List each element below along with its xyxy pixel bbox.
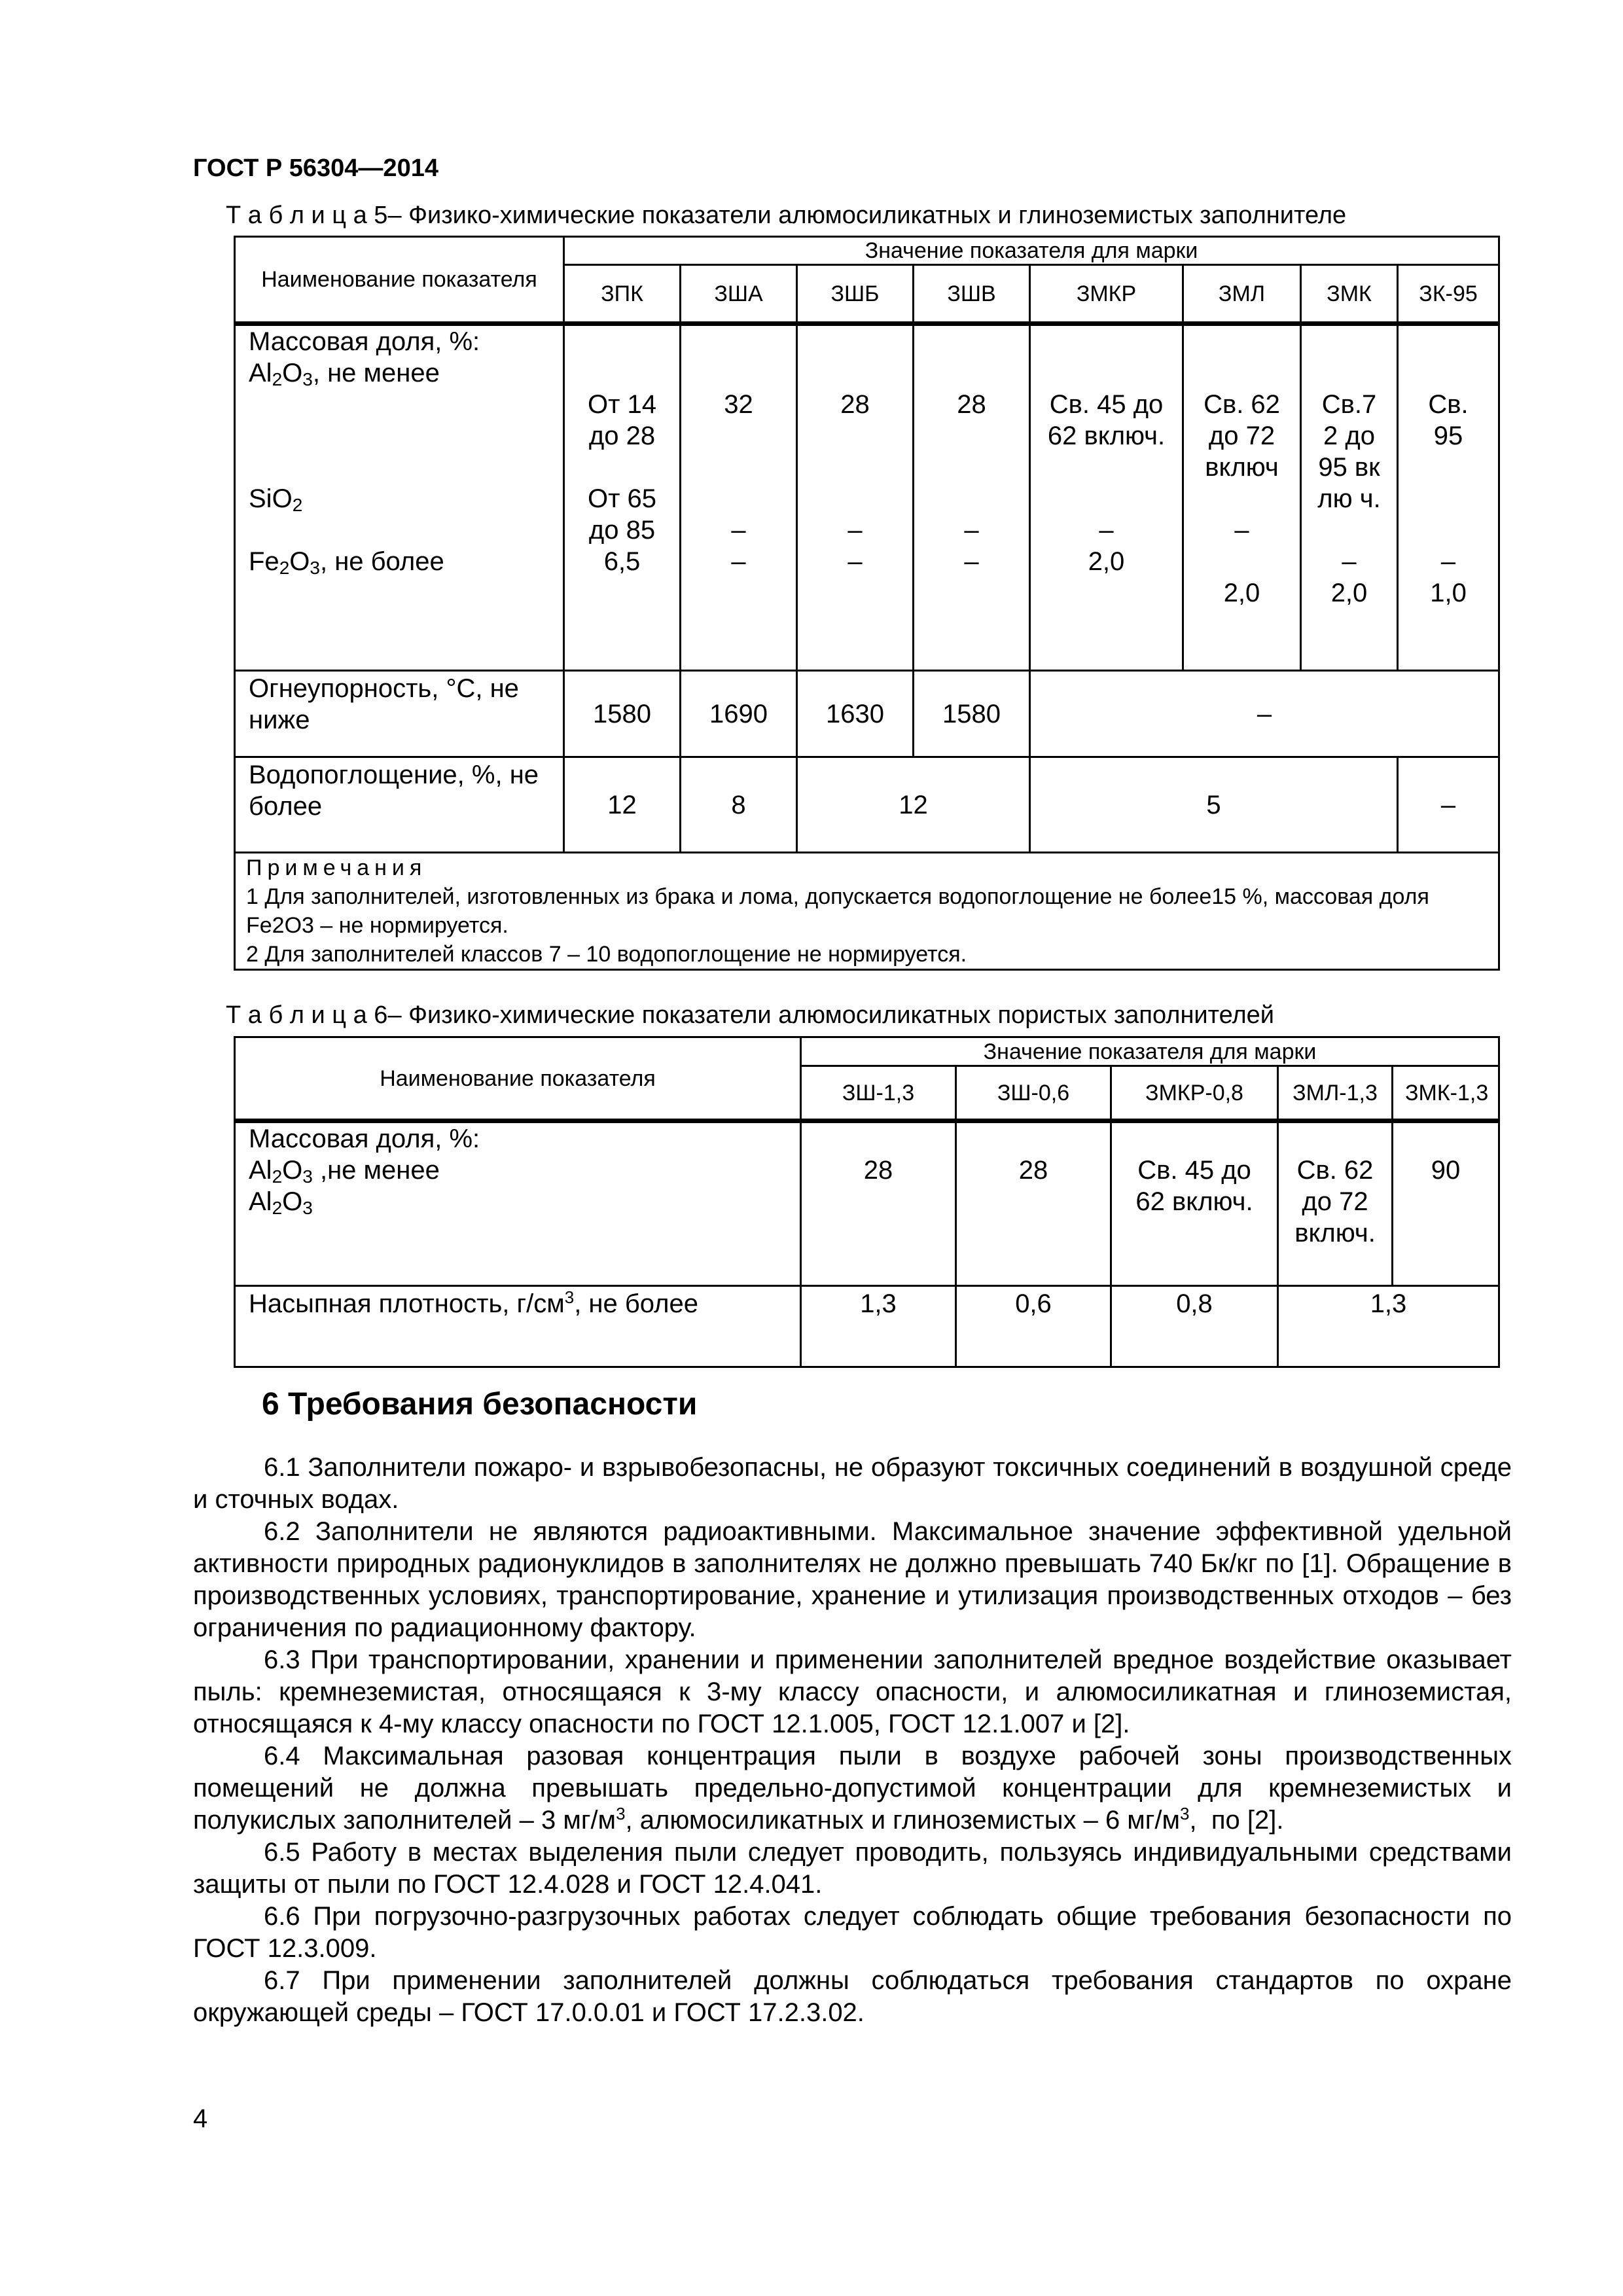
table5-grade: ЗМКР xyxy=(1030,265,1183,324)
table5-grade: ЗШБ xyxy=(797,265,914,324)
fe2o3-label: $Fe_2O_3$, не более xyxy=(249,547,444,578)
al2o3-label: $Al_2O_3$, не менее xyxy=(249,359,440,389)
paragraph-6-5: 6.5 Работу в местах выделения пыли следует проводить, пользуясь индивидуальными средствами защиты от пыли по ГОСТ 12.4.028 и ГОСТ 12.4.041. xyxy=(193,1838,1512,1899)
table5-refr-value: 1580 xyxy=(564,671,681,757)
table6-head-name: Наименование показателя xyxy=(235,1037,801,1121)
paragraph-6-4: 6.4 Максимальная разовая концентрация пыли в воздухе рабочей зоны производственных помещений не должна превышать предельно-допустимой концентрации для кремнеземистых и полукислых заполнителей – 3 $мг/м^3$, алюмосиликатных и глиноземистых – 6 $мг/м^3$, по [2]. xyxy=(193,1742,1512,1835)
paragraph-6-1: 6.1 Заполнители пожаро- и взрывобезопасны, не образуют токсичных соединений в воздушной среде и сточных водах. xyxy=(193,1453,1512,1514)
table6-density-value: 0,8 xyxy=(1111,1286,1278,1367)
paragraph-6-7: 6.7 При применении заполнителей должны соблюдаться требования стандартов по охране окружающей среды – ГОСТ 17.0.0.01 и ГОСТ 17.2.3.02. xyxy=(193,1966,1512,2027)
table5-head-group: Значение показателя для марки xyxy=(564,237,1499,265)
table5-refr-value: 1690 xyxy=(681,671,797,757)
table6-density-value: 1,3 xyxy=(801,1286,956,1367)
table5-head-name: Наименование показателя xyxy=(235,237,564,324)
fe-value: – xyxy=(1342,547,1357,576)
table6-caption-label: Т а б л и ц а 6 xyxy=(226,1001,388,1029)
table6-grade: ЗШ-1,3 xyxy=(801,1066,956,1121)
table6-mass-value: Св. 62 до 72 включ. xyxy=(1278,1121,1393,1286)
table5 xyxy=(234,236,1500,971)
fe-value: 6,5 xyxy=(603,547,641,576)
al-value: 32 xyxy=(724,390,753,419)
mass-heading: Массовая доля, %: xyxy=(249,1124,480,1153)
table5-mass-label xyxy=(235,324,564,671)
si-value: От 65 до 85 xyxy=(587,484,657,545)
table6-density-value: 0,6 xyxy=(956,1286,1111,1367)
table5-water-value: 8 xyxy=(681,757,797,853)
fe-value: – xyxy=(964,547,979,576)
table5-water-value: 5 xyxy=(1030,757,1398,853)
al-value: Св. 45 до 62 включ. xyxy=(1047,390,1166,450)
table6-mass-value: Св. 45 до 62 включ. xyxy=(1111,1121,1278,1286)
table5-water-label: Водопоглощение, %, не более xyxy=(235,757,564,853)
notes-title: Примечания xyxy=(246,855,427,880)
fe-value: – xyxy=(1234,516,1249,545)
table6-mass-value: 28 xyxy=(956,1121,1111,1286)
si-value: – xyxy=(731,516,746,545)
table5-caption-label: Т а б л и ц а 5 xyxy=(226,202,388,229)
al2o3-label-2: $Al_2O_3$ xyxy=(249,1187,313,1218)
fe-value: 2,0 xyxy=(1088,547,1125,576)
table6-caption-title: – Физико-химические показатели алюмосиликатных пористых заполнителей xyxy=(387,1001,1275,1029)
al2o3-label: $Al_2O_3$ ,не менее xyxy=(249,1156,440,1187)
section-body xyxy=(193,1452,1512,2029)
document-header: ГОСТ Р 56304—2014 xyxy=(193,154,438,182)
table5-grade: ЗШВ xyxy=(914,265,1030,324)
table5-notes xyxy=(235,853,1499,970)
table6-mass-value: 28 xyxy=(801,1121,956,1286)
table6-grade: ЗШ-0,6 xyxy=(956,1066,1111,1121)
paragraph-6-6: 6.6 При погрузочно-разгрузочных работах следует соблюдать общие требования безопасности по ГОСТ 12.3.009. xyxy=(193,1902,1512,1963)
table5-grade: ЗПК xyxy=(564,265,681,324)
table5-col-zk95 xyxy=(1398,324,1499,671)
table6-mass-label xyxy=(235,1121,801,1286)
al-value: 28 xyxy=(840,390,870,419)
fe-value: – xyxy=(1440,547,1456,576)
table6-mass-value: 90 xyxy=(1393,1121,1499,1286)
table5-refr-label: Огнеупорность, °С, не ниже xyxy=(235,671,564,757)
table5-water-value: 12 xyxy=(797,757,1030,853)
table5-water-value: 12 xyxy=(564,757,681,853)
table5-refr-value: 1630 xyxy=(797,671,914,757)
table5-grade: ЗША xyxy=(681,265,797,324)
al-value: Св. 62 до 72 включ xyxy=(1204,390,1280,482)
table6-grade: ЗМКР-0,8 xyxy=(1111,1066,1278,1121)
page-number: 4 xyxy=(193,2104,208,2133)
si-value: – xyxy=(847,516,863,545)
mass-heading: Массовая доля, %: xyxy=(249,327,480,356)
table5-col-zpk xyxy=(564,324,681,671)
al-value: Св.7 2 до 95 вклю ч. xyxy=(1317,390,1381,513)
fe-value: – xyxy=(847,547,863,576)
table5-col-zml xyxy=(1183,324,1301,671)
sio2-label: SiO$_2$ xyxy=(249,484,303,515)
si-value: – xyxy=(964,516,979,545)
fe-value-low: 2,0 xyxy=(1223,579,1260,607)
table5-refr-value: – xyxy=(1030,671,1499,757)
si-value: – xyxy=(1099,516,1114,545)
table6-grade: ЗМК-1,3 xyxy=(1393,1066,1499,1121)
al-value: От 14 до 28 xyxy=(587,390,657,450)
paragraph-6-2: 6.2 Заполнители не являются радиоактивными. Максимальное значение эффективной удельной активности природных радионуклидов в заполнителях не должно превышать 740 Бк/кг по [1]. Обращение в производственных условиях, транспортирование, хранение и утилизация производственных отходов – без ограничения по радиационному фактору. xyxy=(193,1517,1512,1642)
table5-caption-title: – Физико-химические показатели алюмосиликатных и глиноземистых заполнителе xyxy=(387,202,1347,229)
al-value: Св. 95 xyxy=(1428,390,1469,450)
fe-value-low: 2,0 xyxy=(1330,579,1368,607)
table6 xyxy=(234,1036,1500,1368)
section-title: 6 Требования безопасности xyxy=(262,1387,698,1422)
table5-grade: ЗК-95 xyxy=(1398,265,1499,324)
table5-col-zmk xyxy=(1301,324,1398,671)
table5-caption xyxy=(226,202,1346,230)
fe-value-low: 1,0 xyxy=(1430,579,1467,607)
table6-density-value: 1,3 xyxy=(1278,1286,1499,1367)
paragraph-6-3: 6.3 При транспортировании, хранении и применении заполнителей вредное воздействие оказывает пыль: кремнеземистая, относящаяся к 3-му классу опасности, и алюмосиликатная и глиноземистая, относящаяся к 4-му классу опасности по ГОСТ 12.1.005, ГОСТ 12.1.007 и [2]. xyxy=(193,1645,1512,1738)
table5-col-zshb xyxy=(797,324,914,671)
table5-refr-value: 1580 xyxy=(914,671,1030,757)
table5-grade: ЗМК xyxy=(1301,265,1398,324)
note-2: 2 Для заполнителей классов 7 – 10 водопоглощение не нормируется. xyxy=(246,942,967,967)
note-1: 1 Для заполнителей, изготовленных из брака и лома, допускается водопоглощение не более15 %, массовая доля Fe2O3 – не нормируется. xyxy=(246,884,1429,938)
table6-grade: ЗМЛ-1,3 xyxy=(1278,1066,1393,1121)
al-value: 28 xyxy=(957,390,986,419)
fe-value: – xyxy=(731,547,746,576)
table5-col-zmkr xyxy=(1030,324,1183,671)
table6-caption xyxy=(226,1001,1274,1030)
table6-head-group: Значение показателя для марки xyxy=(801,1037,1499,1066)
table5-water-value: – xyxy=(1398,757,1499,853)
table5-grade: ЗМЛ xyxy=(1183,265,1301,324)
table5-col-zshv xyxy=(914,324,1030,671)
table5-col-zsha xyxy=(681,324,797,671)
table6-density-label: Насыпная плотность, $г/см^3$, не более xyxy=(235,1286,801,1367)
